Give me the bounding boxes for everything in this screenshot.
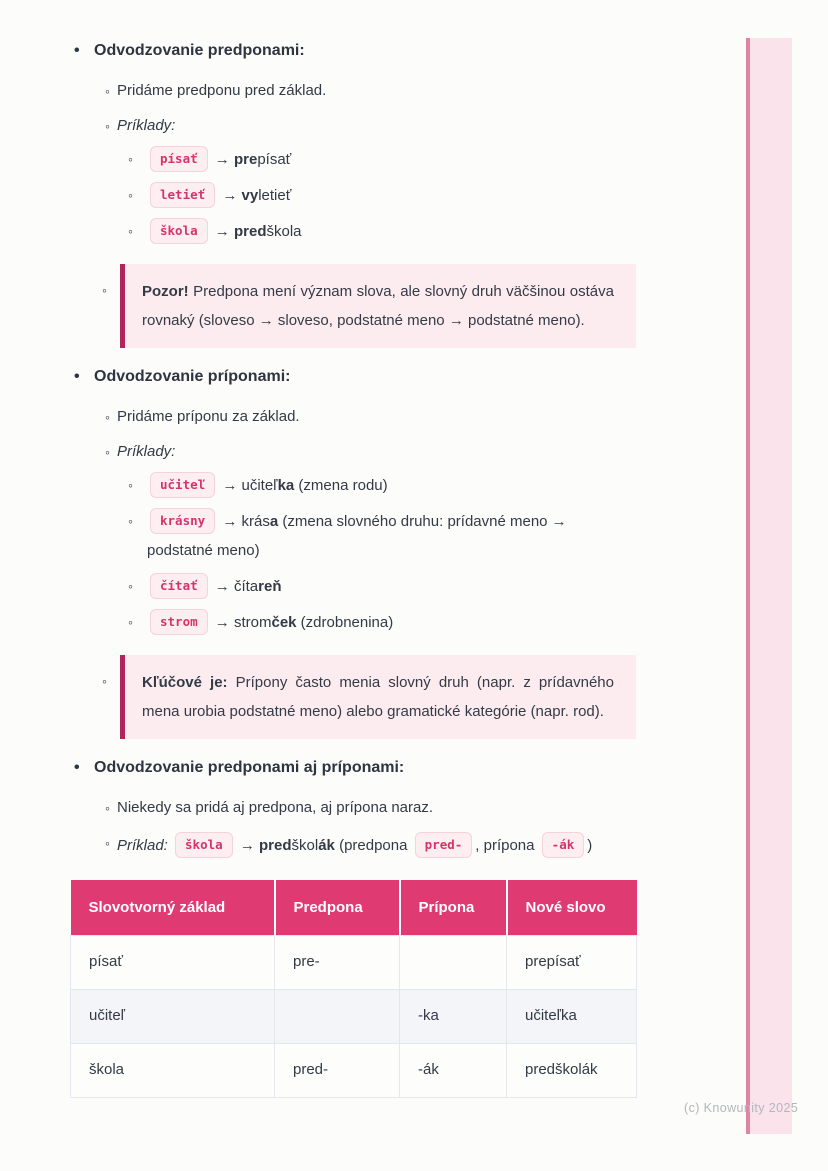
text-segment: → krás (218, 513, 270, 530)
text-segment: škol (291, 837, 319, 854)
table-cell: prepísať (507, 936, 637, 990)
notes-content (62, 40, 636, 1098)
example-item (117, 507, 636, 565)
text-segment: → (218, 187, 242, 204)
example-item (117, 181, 636, 210)
code-chip: písať (150, 146, 208, 172)
derivation-table (70, 880, 637, 1098)
text-segment: pred (233, 223, 267, 240)
example-item (117, 471, 636, 500)
code-chip: letieť (150, 182, 215, 208)
list-item (62, 797, 636, 819)
text-segment: , prípona (475, 837, 539, 854)
text-segment: (predpona (334, 837, 412, 854)
table-cell: učiteľ (71, 990, 275, 1044)
table-cell: pred- (275, 1044, 400, 1098)
table-header-cell: Slovotvorný základ (71, 880, 275, 936)
text-segment: ček (271, 614, 297, 631)
section-predponami-aj-priponami (62, 757, 636, 858)
text-segment: ák (318, 837, 335, 854)
text-segment: pred (259, 837, 292, 854)
section-list (62, 406, 636, 739)
example-item (117, 572, 636, 601)
callout-title: Pozor! (142, 283, 189, 300)
table-cell (275, 990, 400, 1044)
text-segment: → (210, 223, 234, 240)
text-segment: ka (277, 477, 295, 494)
list-item-text: Pridáme príponu za základ. (117, 408, 300, 425)
code-chip: škola (175, 832, 233, 858)
examples-label: Príklady: (117, 117, 176, 134)
example-item (117, 608, 636, 637)
section-odvodzovanie-priponami (62, 366, 636, 739)
section-list (62, 797, 636, 858)
table-header-cell: Prípona (400, 880, 507, 936)
example-item (117, 145, 636, 174)
text-segment: písať (257, 151, 292, 168)
example-item (117, 217, 636, 246)
code-chip: krásny (150, 508, 215, 534)
text-segment: pre (233, 151, 258, 168)
callout-list-item (62, 264, 636, 348)
text-segment: vy (241, 187, 259, 204)
code-chip: -ák (542, 832, 585, 858)
examples-list (117, 145, 636, 246)
section-heading: • Odvodzovanie predponami aj príponami: (94, 757, 636, 779)
section-heading: • Odvodzovanie príponami: (94, 366, 636, 388)
table-row (71, 990, 637, 1044)
table-cell (400, 936, 507, 990)
section-odvodzovanie-predponami (62, 40, 636, 348)
watermark-text: (c) Knowunity 2025 (684, 1101, 799, 1115)
code-chip: učiteľ (150, 472, 215, 498)
table-cell: škola (71, 1044, 275, 1098)
section-heading: • Odvodzovanie predponami: (94, 40, 636, 62)
table-body (71, 936, 637, 1098)
table-row (71, 936, 637, 990)
code-chip: čítať (150, 573, 208, 599)
examples-label: Príklady: (117, 443, 176, 460)
callout-list-item (62, 655, 636, 739)
list-item-examples (62, 441, 636, 637)
text-segment: Príklad: (117, 837, 173, 854)
text-segment: škola (266, 223, 302, 240)
table-cell: predškolák (507, 1044, 637, 1098)
text-segment: reň (258, 578, 282, 595)
callout-klucove (120, 655, 636, 739)
table-cell: písať (71, 936, 275, 990)
table-cell: pre- (275, 936, 400, 990)
text-segment: (zdrobnenina) (296, 614, 394, 631)
text-segment: a (269, 513, 279, 530)
table-header-cell: Predpona (275, 880, 400, 936)
code-chip: pred- (415, 832, 473, 858)
code-chip: strom (150, 609, 208, 635)
table-cell: učiteľka (507, 990, 637, 1044)
table-header (71, 880, 637, 936)
list-item-text: Pridáme predponu pred základ. (117, 82, 327, 99)
table-cell: -ka (400, 990, 507, 1044)
list-item (62, 80, 636, 102)
table-header-cell: Nové slovo (507, 880, 637, 936)
text-segment: → číta (210, 578, 259, 595)
table-row (71, 1044, 637, 1098)
callout-pozor (120, 264, 636, 348)
code-chip: škola (150, 218, 208, 244)
list-item-text: Niekedy sa pridá aj predpona, aj prípona naraz. (117, 799, 434, 816)
section-list (62, 80, 636, 348)
list-item (62, 406, 636, 428)
knowunity-side-bar (746, 38, 792, 1134)
list-item-examples (62, 115, 636, 246)
text-segment: ) (587, 837, 593, 854)
table-cell: -ák (400, 1044, 507, 1098)
examples-list (117, 471, 636, 637)
text-segment: → učiteľ (218, 477, 278, 494)
text-segment: → (210, 151, 234, 168)
callout-text: Predpona mení význam slova, ale slovný druh väčšinou ostáva rovnaký (sloveso → sloveso, podstatné meno → podstatné meno). (142, 283, 614, 329)
text-segment: → strom (210, 614, 272, 631)
text-segment: (zmena rodu) (294, 477, 388, 494)
text-segment: → (235, 837, 260, 854)
callout-text: Prípony často menia slovný druh (napr. z prídavného mena urobia podstatné meno) alebo gramatické kategórie (napr. rod). (142, 674, 614, 720)
list-item-example-line (62, 832, 636, 858)
callout-title: Kľúčové je: (142, 674, 228, 691)
text-segment: letieť (258, 187, 292, 204)
text-segment: (zmena slovného druhu: prídavné meno → podstatné meno) (147, 513, 567, 559)
